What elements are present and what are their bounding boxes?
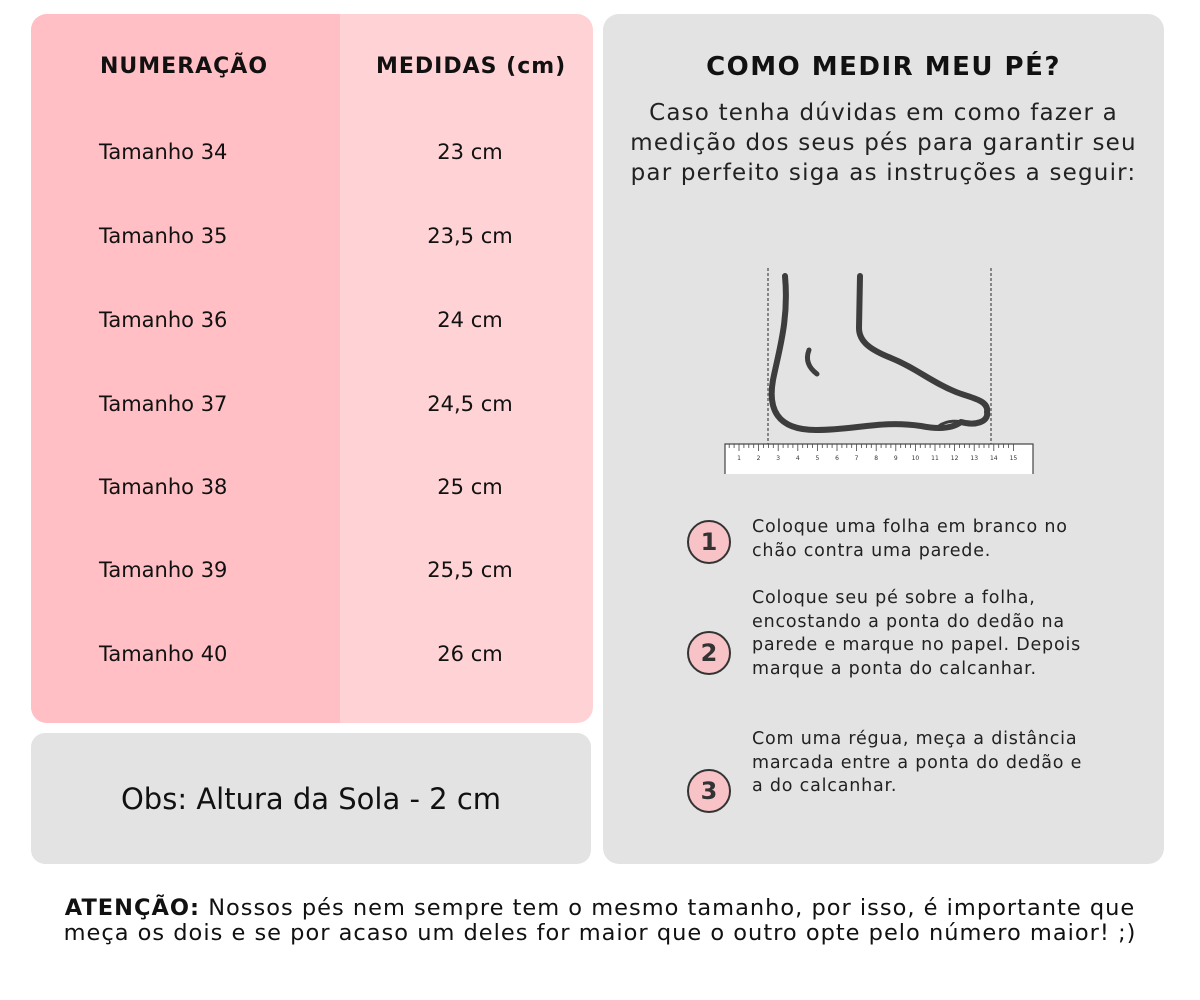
size-cell: Tamanho 39	[99, 558, 228, 582]
table-row	[31, 387, 593, 421]
ruler-number: 10	[911, 455, 920, 462]
size-cell: Tamanho 40	[99, 642, 228, 666]
size-column-header: NUMERAÇÃO	[100, 54, 269, 79]
size-cell: Tamanho 38	[99, 475, 228, 499]
ruler-number: 9	[893, 455, 898, 462]
ruler-number: 13	[970, 455, 979, 462]
ruler-number: 1	[737, 455, 741, 462]
table-row	[31, 470, 593, 504]
ruler-number: 8	[874, 455, 879, 462]
table-row	[31, 637, 593, 671]
step-3	[687, 728, 1087, 828]
step-text: Com uma régua, meça a distância marcada entre a ponta do dedão e a do calcanhar.	[752, 729, 1083, 796]
ruler-number: 4	[795, 455, 800, 462]
table-row	[31, 135, 593, 169]
measure-cell: 23 cm	[437, 140, 503, 164]
attention-label: ATENÇÃO:	[64, 895, 201, 921]
size-cell: Tamanho 34	[99, 140, 228, 164]
sole-height-note	[31, 733, 591, 864]
measure-cell: 24 cm	[437, 308, 503, 332]
ruler-number: 11	[931, 455, 939, 462]
ruler-number: 12	[950, 455, 959, 462]
measure-column-header: MEDIDAS (cm)	[376, 54, 567, 79]
measure-cell: 26 cm	[437, 642, 503, 666]
step-number-badge	[687, 520, 731, 564]
foot-outline	[772, 276, 988, 430]
size-cell: Tamanho 36	[99, 308, 228, 332]
guide-intro: Caso tenha dúvidas em como fazer a medição dos seus pés para garantir seu par perfeito siga as instruções a seguir:	[630, 100, 1137, 186]
size-cell: Tamanho 37	[99, 392, 228, 416]
measure-cell: 25,5 cm	[427, 558, 513, 582]
step-number: 1	[700, 528, 718, 556]
attention-note	[40, 896, 1160, 946]
step-number: 3	[700, 777, 718, 805]
ruler	[725, 444, 1033, 474]
step-2	[687, 587, 1087, 707]
ruler-number: 2	[756, 455, 761, 462]
size-column-background	[31, 14, 340, 723]
table-row	[31, 303, 593, 337]
ankle-mark	[807, 350, 817, 374]
ruler-number: 6	[835, 455, 839, 462]
ruler-number: 7	[854, 455, 859, 462]
step-1	[687, 516, 1087, 576]
sole-height-text: Obs: Altura da Sola - 2 cm	[120, 782, 502, 816]
ruler-number: 5	[815, 455, 820, 462]
size-cell: Tamanho 35	[99, 224, 228, 248]
step-number-badge	[687, 769, 731, 813]
ruler-number: 14	[989, 455, 998, 462]
step-number: 2	[700, 639, 718, 667]
step-text: Coloque seu pé sobre a folha, encostando a ponta do dedão na parede e marque no papel. Depois marque a ponta do calcanhar.	[752, 588, 1082, 679]
ruler-number: 15	[1009, 455, 1018, 462]
table-row	[31, 553, 593, 587]
foot-on-ruler-icon	[721, 250, 1037, 474]
guide-title: COMO MEDIR MEU PÉ?	[706, 52, 1061, 82]
size-table	[31, 14, 593, 723]
table-row	[31, 219, 593, 253]
ruler-number: 3	[776, 455, 781, 462]
measure-cell: 25 cm	[437, 475, 503, 499]
measuring-guide-panel	[603, 14, 1164, 864]
step-number-badge	[687, 631, 731, 675]
measure-cell: 24,5 cm	[427, 392, 513, 416]
measure-cell: 23,5 cm	[427, 224, 513, 248]
attention-text: Nossos pés nem sempre tem o mesmo tamanho, por isso, é importante que meça os dois e se por acaso um deles for maior que o outro opte pelo número maior! ;)	[63, 895, 1137, 946]
step-text: Coloque uma folha em branco no chão contra uma parede.	[752, 517, 1068, 561]
